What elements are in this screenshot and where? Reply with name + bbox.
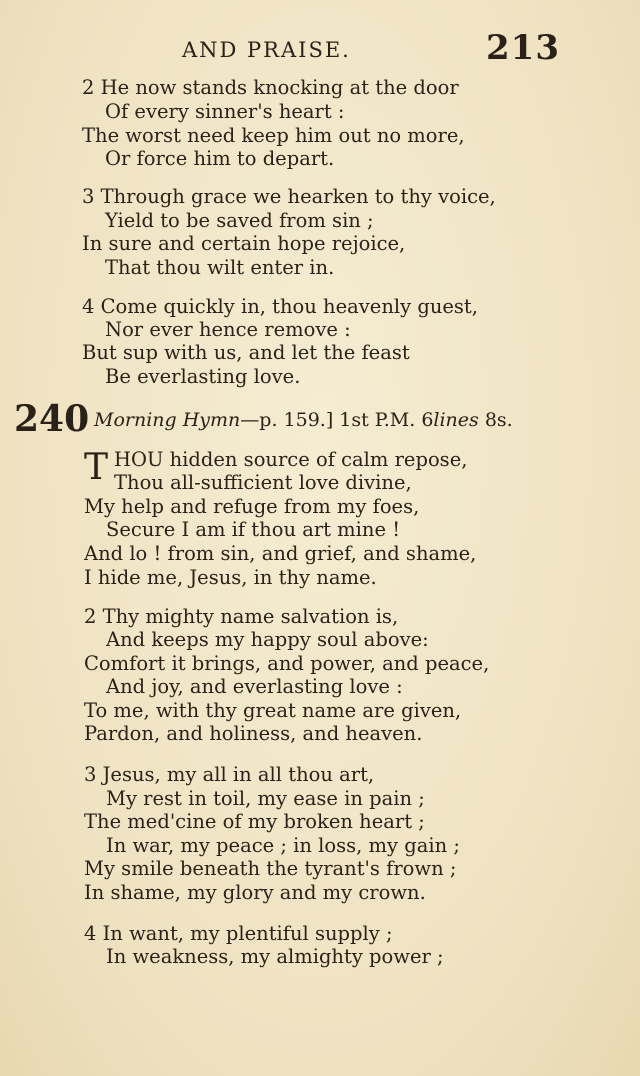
verse-line: My help and refuge from my foes, [84,495,420,518]
verse-line: To me, with thy great name are given, [84,699,462,722]
verse-line: The med'cine of my broken heart ; [84,810,425,833]
verse-line: HOU hidden source of calm repose, [114,448,468,471]
verse-line: 2 He now stands knocking at the door [82,76,459,99]
verse-line: Of every sinner's heart : [105,100,345,123]
hymn-lines-word: lines [433,409,479,431]
verse-line: Be everlasting love. [105,365,301,388]
verse-line: In shame, my glory and my crown. [84,881,426,904]
verse-line: Comfort it brings, and power, and peace, [84,652,490,675]
verse-line: My smile beneath the tyrant's frown ; [84,857,457,880]
verse-line: And joy, and everlasting love : [106,675,403,698]
verse-line: Or force him to depart. [105,147,335,170]
hymn-heading [14,398,614,442]
verse-line: My rest in toil, my ease in pain ; [106,787,425,810]
verse-line: In sure and certain hope rejoice, [82,232,406,255]
hymn-info [94,409,513,431]
verse-line: Secure I am if thou art mine ! [106,518,401,541]
page-number: 213 [486,28,560,68]
verse-line: Nor ever hence remove : [105,318,351,341]
verse-line: The worst need keep him out no more, [82,124,465,147]
drop-cap: T [84,447,109,488]
verse-line: And keeps my happy soul above: [106,628,429,651]
hymn-title: Morning Hymn [94,409,241,431]
verse-line: And lo ! from sin, and grief, and shame, [84,542,477,565]
verse-line: 3 Jesus, my all in all thou art, [84,763,375,786]
verse-line: 2 Thy mighty name salvation is, [84,605,399,628]
page-header [0,28,640,68]
hymn-reference: —p. 159.] 1st P.M. 6 [240,409,434,431]
verse-line: In weakness, my almighty power ; [106,945,444,968]
verse-line: Thou all-sufficient love divine, [114,471,412,494]
verse-line: 4 Come quickly in, thou heavenly guest, [82,295,478,318]
hymn-meter: 8s. [478,409,513,431]
verse-line: Yield to be saved from sin ; [105,209,374,232]
verse-line: In war, my peace ; in loss, my gain ; [106,834,460,857]
running-head: AND PRAISE. [182,38,351,62]
verse-line: 3 Through grace we hearken to thy voice, [82,185,496,208]
verse-line: 4 In want, my plentiful supply ; [84,922,393,945]
verse-line: I hide me, Jesus, in thy name. [84,566,377,589]
hymn-number: 240 [14,398,90,440]
verse-line: But sup with us, and let the feast [82,341,410,364]
verse-line: Pardon, and holiness, and heaven. [84,722,423,745]
verse-line: That thou wilt enter in. [105,256,335,279]
